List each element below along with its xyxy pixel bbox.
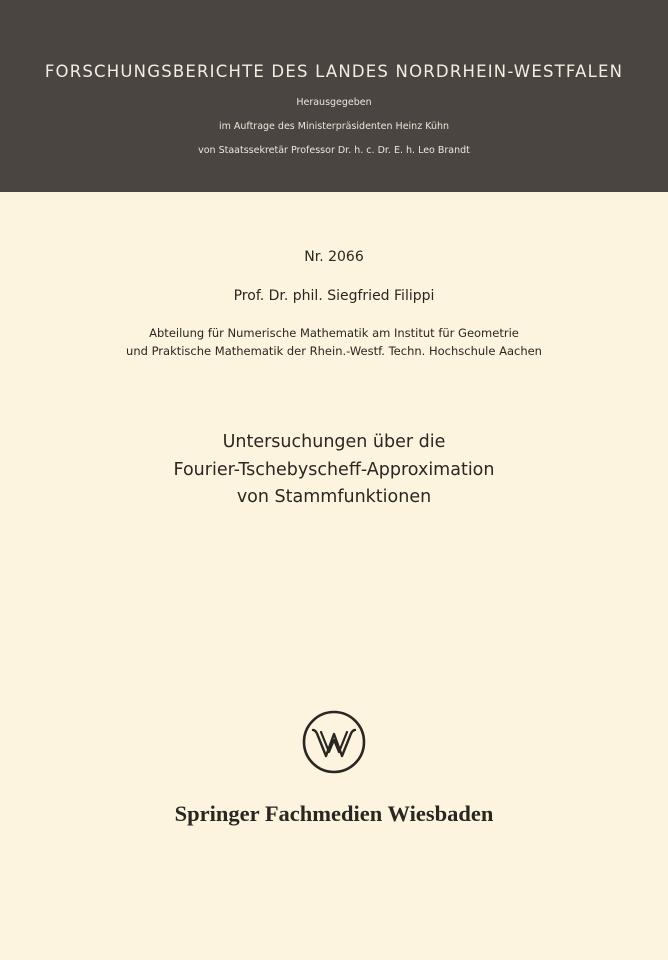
- author-name: Prof. Dr. phil. Siegfried Filippi: [233, 288, 435, 304]
- series-title: FORSCHUNGSBERICHTE DES LANDES NORDRHEIN-WESTFALEN: [44, 62, 624, 81]
- book-title: [0, 429, 668, 512]
- affiliation-line: Abteilung für Numerische Mathematik am Institut für Geometrie: [149, 326, 519, 340]
- title-line: von Stammfunktionen: [236, 487, 432, 507]
- affiliation-line: und Praktische Mathematik der Rhein.-Westf. Techn. Hochschule Aachen: [126, 344, 542, 358]
- series-header-band: [0, 0, 668, 192]
- publisher-name: Springer Fachmedien Wiesbaden: [174, 801, 494, 826]
- author-affiliation: [0, 324, 668, 360]
- editor-line-staatssekretaer: von Staatssekretär Professor Dr. h. c. Dr. E. h. Leo Brandt: [198, 145, 470, 156]
- title-line: Fourier-Tschebyscheff-Approximation: [173, 459, 495, 480]
- publisher-logo-icon: [302, 710, 366, 774]
- editor-line-auftrag: im Auftrage des Ministerpräsidenten Heinz Kühn: [218, 121, 450, 132]
- editor-line-herausgegeben: Herausgegeben: [296, 97, 372, 108]
- title-line: Untersuchungen über die: [222, 432, 446, 452]
- logo-w-stroke: [313, 730, 355, 756]
- report-number: Nr. 2066: [304, 249, 364, 265]
